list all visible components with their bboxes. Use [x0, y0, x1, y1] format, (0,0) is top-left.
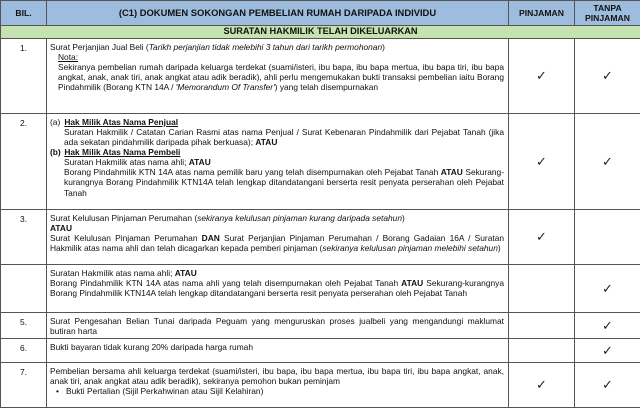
- text: Suratan Hakmilik atas nama ahli;: [64, 157, 189, 167]
- row-description: Surat Pengesahan Belian Tunai daripada Peguam yang menguruskan proses jualbeli yang mengandungi maklumat butiran harta: [47, 313, 509, 339]
- text: Surat Perjanjian Pinjaman Perumahan / Borang Gadaian 16A / Suratan Hakmilik atas nama ahli dan telah dicagarkan kepada pemberi pinjaman (: [50, 233, 504, 253]
- text: Sekurang-kurangnya Borang Pindahmilik KTN14A telah lengkap ditandatangani berserta resit penyata perserahan oleh Pejabat Tanah: [50, 278, 504, 298]
- text: Bukti Pertalian (Sijil Perkahwinan atau Sijil Kelahiran): [66, 386, 263, 396]
- table-row: [1, 363, 640, 408]
- row-description: [47, 39, 509, 114]
- table-row: [1, 210, 640, 265]
- text: ): [402, 213, 405, 223]
- item-label: (a): [50, 117, 62, 127]
- pinjaman-cell: [509, 210, 575, 265]
- text: 'Memorandum Of Transfer': [176, 82, 275, 92]
- row-description: [47, 210, 509, 265]
- row-number: 3.: [1, 210, 47, 265]
- tanpa-pinjaman-cell: [575, 363, 640, 408]
- check-icon: ✓: [536, 68, 547, 84]
- text: ): [382, 42, 385, 52]
- text: ATAU: [50, 223, 504, 233]
- tanpa-line-1: TANPA: [577, 3, 638, 13]
- text: ) yang telah disempurnakan: [275, 82, 378, 92]
- check-icon: ✓: [536, 229, 547, 245]
- section-title: SURATAN HAKMILIK TELAH DIKELUARKAN: [1, 26, 640, 39]
- text: Sekurang-kurangnya Borang Pindahmilik KTN14A telah lengkap ditandatangani berserta resit penyata perserahan oleh Pejabat Tanah: [64, 167, 504, 197]
- text: Surat Kelulusan Pinjaman Perumahan: [50, 233, 202, 243]
- text: ATAU: [175, 268, 197, 278]
- table-row: [1, 114, 640, 210]
- text: ATAU: [255, 137, 277, 147]
- table-row: [1, 265, 640, 313]
- subheading: Hak Milik Atas Nama Penjual: [64, 117, 178, 127]
- tanpa-pinjaman-cell: [575, 339, 640, 363]
- row-description: [47, 114, 509, 210]
- text: sekiranya kelulusan pinjaman melebihi setahun: [322, 243, 498, 253]
- text: Surat Kelulusan Pinjaman Perumahan (: [50, 213, 197, 223]
- table-row: [1, 339, 640, 363]
- pinjaman-cell: [509, 114, 575, 210]
- tanpa-pinjaman-cell: [575, 114, 640, 210]
- text: Surat Perjanjian Jual Beli (: [50, 42, 149, 52]
- section-header-row: [1, 26, 640, 39]
- table-header-row: [1, 1, 640, 26]
- text: ): [498, 243, 501, 253]
- note-label: Nota:: [50, 52, 504, 62]
- row-number: [1, 265, 47, 313]
- tanpa-pinjaman-cell: [575, 210, 640, 265]
- check-icon: ✓: [602, 343, 613, 359]
- text: sekiranya kelulusan pinjaman kurang daripada setahun: [197, 213, 402, 223]
- table-row: [1, 39, 640, 114]
- pinjaman-cell: [509, 313, 575, 339]
- text: ATAU: [401, 278, 423, 288]
- pinjaman-cell: [509, 363, 575, 408]
- check-icon: ✓: [536, 377, 547, 393]
- row-number: 1.: [1, 39, 47, 114]
- text: Suratan Hakmilik / Catatan Carian Rasmi atas nama Penjual / Surat Kebenaran Pindahmilik dari Pejabat Tanah (jika ada sekatan pindahmilik daripada pihak berkuasa);: [64, 127, 504, 147]
- item-label: (b): [50, 147, 62, 157]
- table-row: [1, 313, 640, 339]
- tanpa-pinjaman-cell: [575, 265, 640, 313]
- bullet-icon: •: [50, 386, 66, 396]
- tanpa-pinjaman-cell: [575, 39, 640, 114]
- pinjaman-cell: [509, 339, 575, 363]
- col-tanpa-pinjaman-header: [575, 1, 640, 26]
- text: ATAU: [189, 157, 211, 167]
- col-pinjaman-header: PINJAMAN: [509, 1, 575, 26]
- check-icon: ✓: [602, 68, 613, 84]
- row-description: Bukti bayaran tidak kurang 20% daripada harga rumah: [47, 339, 509, 363]
- text: Borang Pindahmilik KTN 14A atas nama pemilik baru yang telah disempurnakan oleh Pejabat Tanah: [64, 167, 441, 177]
- pinjaman-cell: [509, 39, 575, 114]
- text: Suratan Hakmilik atas nama ahli;: [50, 268, 175, 278]
- check-icon: ✓: [602, 377, 613, 393]
- check-icon: ✓: [602, 318, 613, 334]
- row-number: 5.: [1, 313, 47, 339]
- col-bil-header: BIL.: [1, 1, 47, 26]
- check-icon: ✓: [602, 281, 613, 297]
- check-icon: ✓: [602, 154, 613, 170]
- text: ATAU: [441, 167, 463, 177]
- text: DAN: [202, 233, 220, 243]
- tanpa-pinjaman-cell: [575, 313, 640, 339]
- row-number: 2.: [1, 114, 47, 210]
- row-description: [47, 265, 509, 313]
- text: Sekiranya pembelian rumah daripada keluarga terdekat (suami/isteri, ibu bapa, ibu bapa mertua, ibu bapa tiri, ibu bapa angkat, anak, anak tiri, anak angkat atau adik beradik), ahli perlu mengemukakan bukti transaksi pembelian iaitu Borang Pindahmilik (Borang KTN 14A /: [58, 62, 504, 92]
- pinjaman-cell: [509, 265, 575, 313]
- tanpa-line-2: PINJAMAN: [577, 13, 638, 23]
- check-icon: ✓: [536, 154, 547, 170]
- row-number: 7.: [1, 363, 47, 408]
- row-number: 6.: [1, 339, 47, 363]
- subheading: Hak Milik Atas Nama Pembeli: [64, 147, 180, 157]
- text: Pembelian bersama ahli keluarga terdekat (suami/isteri, ibu bapa, ibu bapa mertua, ibu bapa tiri, ibu bapa angkat, anak, anak tiri, anak angkat atau adik beradik), sekiranya pemohon bukan peminjam: [50, 366, 504, 386]
- col-title-header: (C1) DOKUMEN SOKONGAN PEMBELIAN RUMAH DARIPADA INDIVIDU: [47, 1, 509, 26]
- row-description: [47, 363, 509, 408]
- text: Borang Pindahmilik KTN 14A atas nama ahli yang telah disempurnakan oleh Pejabat Tanah: [50, 278, 401, 288]
- text: Tarikh perjanjian tidak melebihi 3 tahun dari tarikh permohonan: [149, 42, 382, 52]
